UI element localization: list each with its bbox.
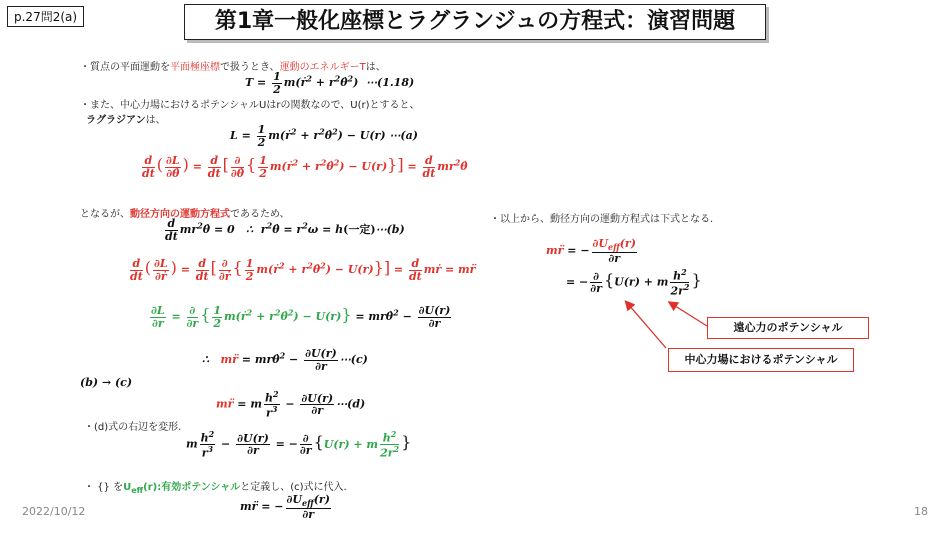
- equation-tag: ⋯(c): [339, 353, 368, 367]
- final-equation-left: mr̈ = − $\frac{\partial U_{eff}(r)}{\partial r}$: [240, 493, 330, 521]
- central-potential-arrow: [628, 304, 666, 348]
- final-radial-equation-expanded: = − $\frac{\partial}{\partial r}$ {U(r) + m $\frac{h^2}{2r^2}$ }: [566, 267, 702, 298]
- footer-date: 2022/10/12: [22, 505, 86, 518]
- effective-potential-definition: ・ {} を$U_{eff}(r)$:有効ポテンシャルと定義し、(c)式に代入.: [84, 482, 347, 495]
- conclusion-note: ・以上から、動径方向の運動方程式は下式となる.: [490, 214, 714, 225]
- equation-tag: ⋯(a): [389, 129, 418, 143]
- equation-tag: ⋯(1.18): [365, 76, 415, 90]
- partial-l-partial-r-equation: $\frac{\partial L}{\partial r}$ = $\frac{\partial}{\partial r}$ { $\frac{1}{2}$ m(ṙ$^2$ + $r^2\thetȧ^2) - U(r)$} = mrθ̇$^2$ − $\frac{\partial U(r)}{\partial r}$: [151, 304, 451, 330]
- final-radial-equation: mr̈ = − $\frac{\partial U_{eff}(r)}{\partial r}$: [546, 237, 636, 265]
- central-force-potential-label: 中心力場におけるポテンシャル: [668, 348, 854, 372]
- transform-note: ・(d)式の右辺を変形.: [84, 422, 182, 433]
- intro-line-1: ・質点の平面運動を平面極座標で扱うとき、運動のエネルギーTは、: [80, 62, 386, 73]
- page-number: 18: [914, 505, 928, 518]
- effective-potential-transform-equation: m $\frac{h^2}{r^3}$ − $\frac{\partial U(r)}{\partial r}$ = − $\frac{\partial}{\partial r}$ {U(r) + m $\frac{h^2}{2r^2}$ }: [186, 429, 412, 460]
- centrifugal-potential-label: 遠心力のポテンシャル: [707, 317, 869, 339]
- angular-momentum-equation: $\frac{d}{dt}$ $mr^2\thetȧ = 0$ ∴ $r^2\thetȧ = r^2\omega = h$(一定)⋯(b): [165, 217, 405, 243]
- theta-equation: $\frac{d}{dt}$ ( $\frac{\partial L}{\partial\thetȧ}$ ) = $\frac{d}{dt}$ [ $\frac{\partial}{\partial\thetȧ}$ { $\frac{1}{2}$ m(ṙ$^2$ + $r^2\thetȧ^2) - U(r)$}] = $\frac{d}{dt}$ $mr^2\thetȧ$: [142, 154, 468, 180]
- kinetic-energy-equation: T = $\frac{1}{2}$ m(ṙ$^2$ + $r^2\thetȧ^2$) ⋯(1.18): [245, 70, 415, 96]
- radial-motion-equation-d: mr̈ = m $\frac{h^2}{r^3}$ − $\frac{\partial U(r)}{\partial r}$ ⋯(d): [216, 389, 366, 420]
- b-to-c-label: (b) → (c): [80, 376, 133, 389]
- radial-lagrange-equation: $\frac{d}{dt}$ ( $\frac{\partial L}{\text{∂ṙ}}$ ) = $\frac{d}{dt}$ [ $\frac{\partial}{\text{∂ṙ}}$ { $\frac{1}{2}$ m(ṙ$^2$ + $r^2\thetȧ^2) - U(r)$}] = $\frac{d}{dt}$ mṙ = mr̈: [130, 257, 476, 283]
- slide-title: 第1章一般化座標とラグランジュの方程式：演習問題: [184, 4, 766, 40]
- equation-tag: ⋯(d): [336, 397, 366, 411]
- intro-line-2: ・また、中心力場におけるポテンシャルUはrの関数なので、U(r)とすると、: [80, 100, 420, 111]
- radial-motion-equation-c: ∴ mr̈ = mrθ̇$^2$ − $\frac{\partial U(r)}{\partial r}$ ⋯(c): [202, 347, 368, 373]
- lagrangian-label: ラグラジアンは、: [86, 115, 166, 126]
- equation-tag: ⋯(b): [375, 223, 405, 237]
- lagrangian-equation: L = $\frac{1}{2}$ m(ṙ$^2$ + $r^2\thetȧ^2) - U(r)$ ⋯(a): [230, 123, 418, 149]
- centrifugal-arrow: [672, 304, 707, 326]
- radial-equation-note: となるが、動径方向の運動方程式であるため、: [80, 209, 290, 220]
- page-reference-tag: p.27問2(a): [7, 6, 84, 27]
